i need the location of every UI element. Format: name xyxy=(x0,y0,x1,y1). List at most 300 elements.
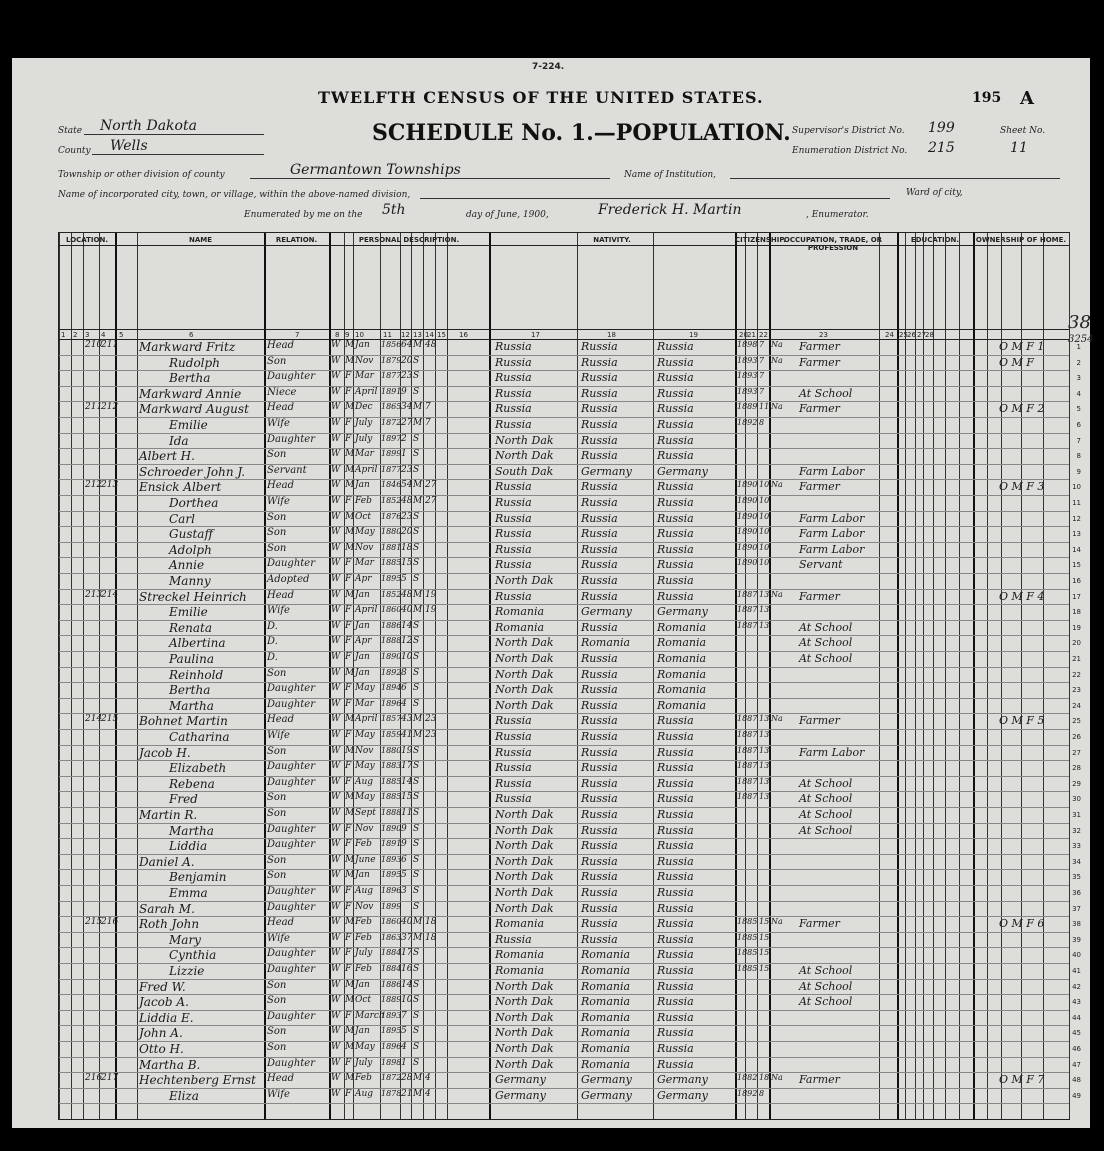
occupation: Farm Labor xyxy=(799,527,865,541)
mother-birthplace: Russia xyxy=(657,574,694,587)
years-in-us: 10 xyxy=(759,542,770,552)
mother-birthplace: Romania xyxy=(657,636,707,650)
mother-birthplace: Russia xyxy=(657,542,694,556)
township-value: Germantown Townships xyxy=(290,162,461,178)
mother-birthplace: Russia xyxy=(657,402,694,416)
dwelling-number: 213 xyxy=(85,589,103,600)
column-rule xyxy=(1069,233,1070,1119)
relation: Son xyxy=(267,667,287,679)
birthplace: North Dak xyxy=(495,667,554,681)
race: W xyxy=(331,480,341,491)
race: W xyxy=(331,870,341,881)
relation: Wife xyxy=(267,605,290,617)
relation: Son xyxy=(267,792,287,804)
column-number: 9 xyxy=(345,331,350,339)
marital-status: S xyxy=(413,886,420,896)
state-value: North Dakota xyxy=(100,118,197,134)
sex: M xyxy=(345,511,355,522)
father-birthplace: Russia xyxy=(581,792,618,806)
age: 1 xyxy=(401,1057,407,1068)
dwelling-number: 210 xyxy=(85,340,103,350)
race: W xyxy=(331,886,341,896)
age: 28 xyxy=(401,1073,413,1084)
birthplace: North Dak xyxy=(495,449,554,463)
race: W xyxy=(331,776,341,787)
years-in-us: 10 xyxy=(759,496,770,505)
mother-birthplace: Romania xyxy=(657,652,707,665)
sex: F xyxy=(345,948,352,959)
mother-birthplace: Romania xyxy=(657,620,707,634)
birthplace: Russia xyxy=(495,792,532,806)
mother-birthplace: Russia xyxy=(657,932,694,946)
father-birthplace: Russia xyxy=(581,901,618,915)
age: 14 xyxy=(401,776,413,787)
age: 6 xyxy=(401,854,407,865)
marital-status: S xyxy=(413,808,420,818)
column-rule xyxy=(987,233,988,1119)
birthplace: North Dak xyxy=(495,854,554,868)
birth-month: Oct xyxy=(355,995,372,1006)
father-birthplace: Russia xyxy=(581,620,618,634)
race: W xyxy=(331,589,341,600)
relation: Son xyxy=(267,854,287,866)
schedule-title: SCHEDULE No. 1.—POPULATION. xyxy=(372,120,791,146)
sex: F xyxy=(345,496,352,506)
birth-month: Jan xyxy=(355,340,370,350)
column-rule xyxy=(735,233,737,1119)
age: 20 xyxy=(401,527,413,538)
birth-year: 1852 xyxy=(381,496,402,505)
line-number: 31 xyxy=(1072,811,1081,819)
marital-status: S xyxy=(413,979,420,990)
birth-month: Jan xyxy=(355,620,370,631)
relation: Son xyxy=(267,355,287,367)
line-number: 29 xyxy=(1072,779,1081,788)
line-number: 45 xyxy=(1072,1029,1081,1038)
occupation: Farmer xyxy=(799,402,840,416)
person-name: Lizzie xyxy=(169,964,205,978)
sex: M xyxy=(345,527,355,538)
row-rule xyxy=(59,1103,1069,1104)
mother-birthplace: Germany xyxy=(657,605,708,619)
birthplace: Russia xyxy=(495,355,532,369)
line-number: 25 xyxy=(1072,717,1081,726)
relation: Daughter xyxy=(267,1057,315,1069)
immigration-year: 1893 xyxy=(737,371,758,381)
mother-birthplace: Russia xyxy=(657,558,694,572)
race: W xyxy=(331,1057,341,1068)
marital-status: S xyxy=(413,449,420,460)
age: 9 xyxy=(401,839,407,850)
birthplace: Germany xyxy=(495,1088,546,1102)
mother-birthplace: Russia xyxy=(657,433,694,447)
relation: Son xyxy=(267,808,287,819)
page-number: 195 xyxy=(972,90,1002,106)
birthplace: North Dak xyxy=(495,652,554,665)
birthplace: Russia xyxy=(495,730,532,743)
immigration-year: 1898 xyxy=(737,340,758,349)
line-number: 38 xyxy=(1072,920,1081,929)
father-birthplace: Romania xyxy=(581,636,631,650)
sex: M xyxy=(345,995,355,1006)
line-number: 47 xyxy=(1072,1060,1081,1069)
birth-month: Apr xyxy=(355,574,372,584)
birthplace: Russia xyxy=(495,745,532,759)
relation: Daughter xyxy=(267,761,315,773)
dwelling-number: 211 xyxy=(85,402,103,413)
mother-birthplace: Russia xyxy=(657,761,694,775)
father-birthplace: Russia xyxy=(581,808,618,821)
age: 15 xyxy=(401,792,413,803)
age: 9 xyxy=(401,823,407,834)
birth-year: 1896 xyxy=(381,886,402,895)
race: W xyxy=(331,839,341,850)
occupation: Farmer xyxy=(799,340,840,353)
person-name: Martha xyxy=(169,698,214,713)
father-birthplace: Russia xyxy=(581,480,618,494)
line-number: 35 xyxy=(1072,873,1081,882)
birthplace: Germany xyxy=(495,1073,546,1087)
birth-month: April xyxy=(355,605,378,616)
age: 21 xyxy=(401,1088,413,1099)
race: W xyxy=(331,496,341,506)
father-birthplace: Russia xyxy=(581,683,618,697)
home-ownership: O M F 1 xyxy=(999,340,1045,353)
race: W xyxy=(331,433,341,444)
person-name: Markward Annie xyxy=(139,386,242,401)
marital-status: M xyxy=(413,730,423,740)
mother-birthplace: Russia xyxy=(657,589,694,603)
immigration-year: 1890 xyxy=(737,527,758,537)
race: W xyxy=(331,464,341,475)
relation: Head xyxy=(267,480,295,492)
birthplace: Romania xyxy=(495,917,545,931)
age: 17 xyxy=(401,761,413,772)
years-in-us: 13 xyxy=(759,714,770,724)
column-number: 19 xyxy=(689,331,698,339)
mother-birthplace: Russia xyxy=(657,776,694,790)
immigration-year: 1882 xyxy=(737,1073,758,1083)
birth-month: March xyxy=(355,1010,385,1021)
occupation: At School xyxy=(799,823,853,837)
birth-year: 1879 xyxy=(381,355,402,365)
home-ownership: O M F 4 xyxy=(999,589,1045,603)
marital-status: M xyxy=(413,917,423,928)
line-number: 36 xyxy=(1072,889,1081,897)
marital-status: S xyxy=(413,995,420,1006)
birthplace: Russia xyxy=(495,386,532,400)
father-birthplace: Russia xyxy=(581,355,618,369)
birth-month: May xyxy=(355,1042,375,1052)
race: W xyxy=(331,340,341,350)
relation: Daughter xyxy=(267,776,315,788)
race: W xyxy=(331,542,341,553)
relation: Head xyxy=(267,714,295,726)
line-number: 14 xyxy=(1072,545,1081,554)
birth-month: Mar xyxy=(355,371,374,382)
years-in-us: 8 xyxy=(759,1088,765,1098)
years-in-us: 15 xyxy=(759,917,770,927)
birthplace: Russia xyxy=(495,761,532,775)
naturalization: Na xyxy=(771,355,783,365)
line-number: 7 xyxy=(1076,436,1081,445)
person-name: Streckel Heinrich xyxy=(139,589,247,604)
age: 43 xyxy=(401,714,413,725)
race: W xyxy=(331,667,341,678)
birth-month: April xyxy=(355,386,378,397)
occupation: At School xyxy=(799,808,853,821)
column-rule xyxy=(745,233,746,1119)
years-in-us: 10 xyxy=(759,527,770,537)
relation: Daughter xyxy=(267,433,315,445)
birthplace: North Dak xyxy=(495,574,554,587)
age: 8 xyxy=(401,667,407,678)
mother-birthplace: Russia xyxy=(657,511,694,525)
column-number: 27 xyxy=(917,331,926,339)
race: W xyxy=(331,402,341,413)
county-label: County xyxy=(58,146,91,156)
birth-month: Jan xyxy=(355,1026,370,1037)
mother-birthplace: Russia xyxy=(657,839,694,853)
sex: F xyxy=(345,386,352,397)
relation: Head xyxy=(267,402,295,414)
marital-status: S xyxy=(413,511,420,522)
enumeration-value: 215 xyxy=(928,140,955,156)
race: W xyxy=(331,901,341,912)
column-number: 16 xyxy=(459,331,468,339)
marital-status: S xyxy=(413,964,420,974)
occupation: Farmer xyxy=(799,480,840,494)
father-birthplace: Russia xyxy=(581,839,618,853)
birth-month: Feb xyxy=(355,964,372,974)
column-number: 3 xyxy=(85,331,90,339)
marital-status: S xyxy=(413,371,420,382)
years-married: 4 xyxy=(425,1088,431,1099)
birth-year: 1880 xyxy=(381,527,402,537)
person-name: Jacob A. xyxy=(139,995,189,1010)
relation: Head xyxy=(267,340,295,351)
birthplace: Russia xyxy=(495,418,532,431)
person-name: Manny xyxy=(169,574,211,588)
birth-month: May xyxy=(355,683,375,694)
sex: M xyxy=(345,667,355,678)
person-name: Rudolph xyxy=(169,355,220,370)
column-rule xyxy=(905,233,906,1119)
birth-year: 1872 xyxy=(381,1073,402,1083)
immigration-year: 1892 xyxy=(737,418,758,427)
race: W xyxy=(331,683,341,694)
relation: D. xyxy=(267,636,278,648)
father-birthplace: Russia xyxy=(581,558,618,572)
years-in-us: 13 xyxy=(759,745,770,755)
race: W xyxy=(331,574,341,584)
birthplace: North Dak xyxy=(495,995,554,1009)
birth-year: 1888 xyxy=(381,636,402,646)
years-in-us: 11 xyxy=(759,402,770,412)
marital-status: S xyxy=(413,776,420,787)
father-birthplace: Russia xyxy=(581,932,618,946)
mother-birthplace: Russia xyxy=(657,792,694,806)
relation: Servant xyxy=(267,464,307,476)
father-birthplace: Russia xyxy=(581,745,618,759)
birthplace: North Dak xyxy=(495,823,554,837)
race: W xyxy=(331,932,341,943)
institution-underline xyxy=(730,178,1060,179)
person-name: John A. xyxy=(139,1026,183,1041)
immigration-year: 1892 xyxy=(737,1088,758,1098)
relation: Son xyxy=(267,995,287,1007)
person-name: Otto H. xyxy=(139,1042,184,1056)
immigration-year: 1885 xyxy=(737,932,758,942)
father-birthplace: Russia xyxy=(581,714,618,728)
line-number: 9 xyxy=(1076,467,1081,476)
birthplace: North Dak xyxy=(495,870,554,884)
birth-month: Mar xyxy=(355,698,374,709)
years-married: 23 xyxy=(425,714,437,725)
column-group-heading: RELATION. xyxy=(275,236,318,244)
birth-year: 1893 xyxy=(381,854,402,864)
mother-birthplace: Russia xyxy=(657,979,694,993)
marital-status: S xyxy=(413,386,420,397)
column-rule xyxy=(945,233,946,1119)
birthplace: North Dak xyxy=(495,433,554,447)
side-note-38: 38 xyxy=(1068,312,1091,333)
scan-border-top xyxy=(0,0,1104,58)
relation: Daughter xyxy=(267,901,315,913)
sex: M xyxy=(345,402,355,413)
relation: Daughter xyxy=(267,1010,315,1022)
father-birthplace: Germany xyxy=(581,1088,632,1102)
relation: Wife xyxy=(267,932,290,944)
sex: M xyxy=(345,745,355,756)
birth-month: Nov xyxy=(355,542,374,553)
birth-year: 1880 xyxy=(381,745,402,755)
person-name: Reinhold xyxy=(169,667,224,682)
years-married: 48 xyxy=(425,340,437,350)
relation: Son xyxy=(267,449,287,461)
father-birthplace: Russia xyxy=(581,574,618,587)
relation: Adopted xyxy=(267,574,310,585)
birth-year: 1881 xyxy=(381,542,402,552)
father-birthplace: Romania xyxy=(581,1042,631,1055)
relation: D. xyxy=(267,652,278,663)
township-label: Township or other division of county xyxy=(58,170,225,180)
form-number: 7-224. xyxy=(532,62,565,72)
mother-birthplace: Germany xyxy=(657,1073,708,1087)
dwelling-number: 215 xyxy=(85,917,103,928)
father-birthplace: Russia xyxy=(581,854,618,868)
race: W xyxy=(331,854,341,865)
birth-month: April xyxy=(355,464,378,475)
line-number: 32 xyxy=(1072,826,1081,835)
birthplace: Russia xyxy=(495,527,532,541)
mother-birthplace: Russia xyxy=(657,823,694,837)
birthplace: Romania xyxy=(495,948,545,962)
birthplace: Russia xyxy=(495,402,532,416)
race: W xyxy=(331,652,341,662)
marital-status: S xyxy=(413,839,420,850)
years-in-us: 7 xyxy=(759,386,765,396)
father-birthplace: Russia xyxy=(581,776,618,790)
mother-birthplace: Russia xyxy=(657,1010,694,1024)
occupation: Farm Labor xyxy=(799,542,865,556)
column-rule xyxy=(577,233,578,1119)
race: W xyxy=(331,558,341,569)
years-married: 18 xyxy=(425,932,437,943)
column-group-heading: NAME xyxy=(188,236,213,244)
years-married: 7 xyxy=(425,418,431,428)
sex: M xyxy=(345,464,355,475)
mother-birthplace: Russia xyxy=(657,355,694,369)
birth-year: 1860 xyxy=(381,917,402,927)
mother-birthplace: Russia xyxy=(657,1042,694,1055)
birthplace: Russia xyxy=(495,371,532,385)
birthplace: North Dak xyxy=(495,808,554,821)
person-name: Jacob H. xyxy=(139,745,191,760)
line-number: 26 xyxy=(1072,733,1081,741)
immigration-year: 1890 xyxy=(737,511,758,521)
age: 10 xyxy=(401,995,413,1006)
birth-year: 1859 xyxy=(381,730,402,739)
family-number: 215 xyxy=(101,714,119,725)
years-in-us: 13 xyxy=(759,776,770,786)
person-name: Ida xyxy=(169,433,189,448)
age: 7 xyxy=(401,1010,407,1021)
relation: Daughter xyxy=(267,683,315,695)
birthplace: Romania xyxy=(495,964,545,977)
birth-year: 1884 xyxy=(381,948,402,958)
county-underline xyxy=(92,154,264,155)
birth-month: Nov xyxy=(355,823,374,834)
person-name: Emma xyxy=(169,886,208,900)
line-number: 4 xyxy=(1076,389,1081,398)
line-number: 44 xyxy=(1072,1013,1081,1022)
marital-status: M xyxy=(413,589,423,600)
mother-birthplace: Romania xyxy=(657,667,707,681)
column-number: 12 xyxy=(401,331,410,339)
person-name: Hechtenberg Ernst xyxy=(139,1073,256,1088)
father-birthplace: Russia xyxy=(581,589,618,603)
father-birthplace: Russia xyxy=(581,527,618,541)
marital-status: S xyxy=(413,792,420,803)
person-name: Albert H. xyxy=(139,449,195,464)
years-in-us: 8 xyxy=(759,418,765,427)
person-name: Eliza xyxy=(169,1088,199,1103)
line-number: 18 xyxy=(1072,608,1081,617)
race: W xyxy=(331,823,341,834)
person-name: Elizabeth xyxy=(169,761,227,776)
family-number: 212 xyxy=(101,402,119,413)
years-married: 27 xyxy=(425,480,437,491)
occupation: At School xyxy=(799,964,853,977)
person-name: Ensick Albert xyxy=(139,480,222,495)
father-birthplace: Romania xyxy=(581,964,631,977)
birthplace: Russia xyxy=(495,480,532,494)
line-number: 16 xyxy=(1072,577,1081,585)
sex: M xyxy=(345,542,355,553)
line-number: 3 xyxy=(1076,374,1081,383)
sex: F xyxy=(345,964,352,974)
mother-birthplace: Romania xyxy=(657,683,707,697)
person-name: Daniel A. xyxy=(139,854,195,869)
column-number: 6 xyxy=(189,331,194,339)
father-birthplace: Russia xyxy=(581,652,618,665)
age: 19 xyxy=(401,745,413,756)
age: 37 xyxy=(401,932,413,943)
father-birthplace: Russia xyxy=(581,870,618,884)
column-number: 14 xyxy=(425,331,434,339)
birthplace: Russia xyxy=(495,932,532,946)
